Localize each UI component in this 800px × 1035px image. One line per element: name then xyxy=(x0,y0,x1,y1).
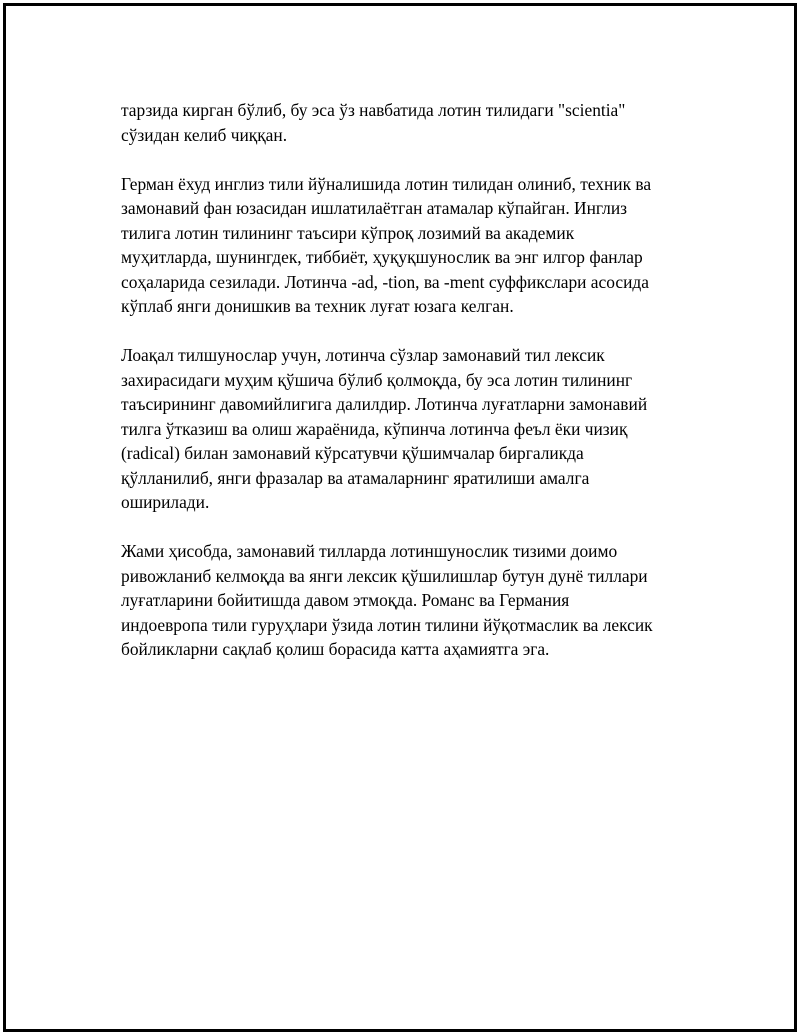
text-line: таъсирининг давомийлигига далилдир. Лотинча луғатларни замонавий xyxy=(121,394,648,414)
text-line: индоевропа тили гуруҳлари ўзида лотин тилини йўқотмаслик ва лексик xyxy=(121,614,653,635)
text-line: Герман ёхуд инглиз тили йўналишида лотин тилидан олиниб, техник ва xyxy=(121,173,652,194)
text-line: замонавий фан юзасидан ишлатилаётган атамалар кўпайган. Инглиз xyxy=(121,198,628,218)
text-line: сўзидан келиб чиққан. xyxy=(121,124,288,145)
paragraph-1 xyxy=(121,98,701,147)
paragraph-3 xyxy=(121,343,701,515)
paragraph-2 xyxy=(121,172,701,319)
text-line: муҳитларда, шунингдек, тиббиёт, ҳуқуқшунослик ва энг илгор фанлар xyxy=(121,247,643,267)
paragraph-4 xyxy=(121,539,701,662)
text-line: Жами ҳисобда, замонавий тилларда лотиншунослик тизими доимо xyxy=(121,541,618,561)
text-line: луғатларини бойитишда давом этмоқда. Романс ва Германия xyxy=(121,590,570,610)
text-line: қўлланилиб, янги фразалар ва атамаларнинг яратилиши амалга xyxy=(121,467,590,488)
text-line: тарзида кирган бўлиб, бу эса ўз навбатида лотин тилидаги "scientia" xyxy=(121,100,626,120)
text-line: (radical) билан замонавий кўрсатувчи қўшимчалар биргаликда xyxy=(121,443,584,463)
text-line: кўплаб янги донишкив ва техник луғат юзага келган. xyxy=(121,296,514,316)
text-line: тилига лотин тилининг таъсири кўпроқ лозимий ва академик xyxy=(121,222,575,243)
text-line: Лоақал тилшунослар учун, лотинча сўзлар замонавий тил лексик xyxy=(121,345,605,365)
document-page xyxy=(3,3,797,1032)
text-line: соҳаларида сезилади. Лотинча -ad, -tion, ва -ment суффикслари асосида xyxy=(121,271,649,292)
text-line: бойликларни сақлаб қолиш борасида катта аҳамиятга эга. xyxy=(121,639,550,659)
document-body xyxy=(121,98,701,662)
text-line: оширилади. xyxy=(121,492,210,512)
text-line: захирасидаги муҳим қўшича бўлиб қолмоқда, бу эса лотин тилининг xyxy=(121,369,633,390)
text-line: тилга ўтказиш ва олиш жараёнида, кўпинча лотинча феъл ёки чизиқ xyxy=(121,418,628,439)
text-line: ривожланиб келмоқда ва янги лексик қўшилишлар бутун дунё тиллари xyxy=(121,565,648,586)
